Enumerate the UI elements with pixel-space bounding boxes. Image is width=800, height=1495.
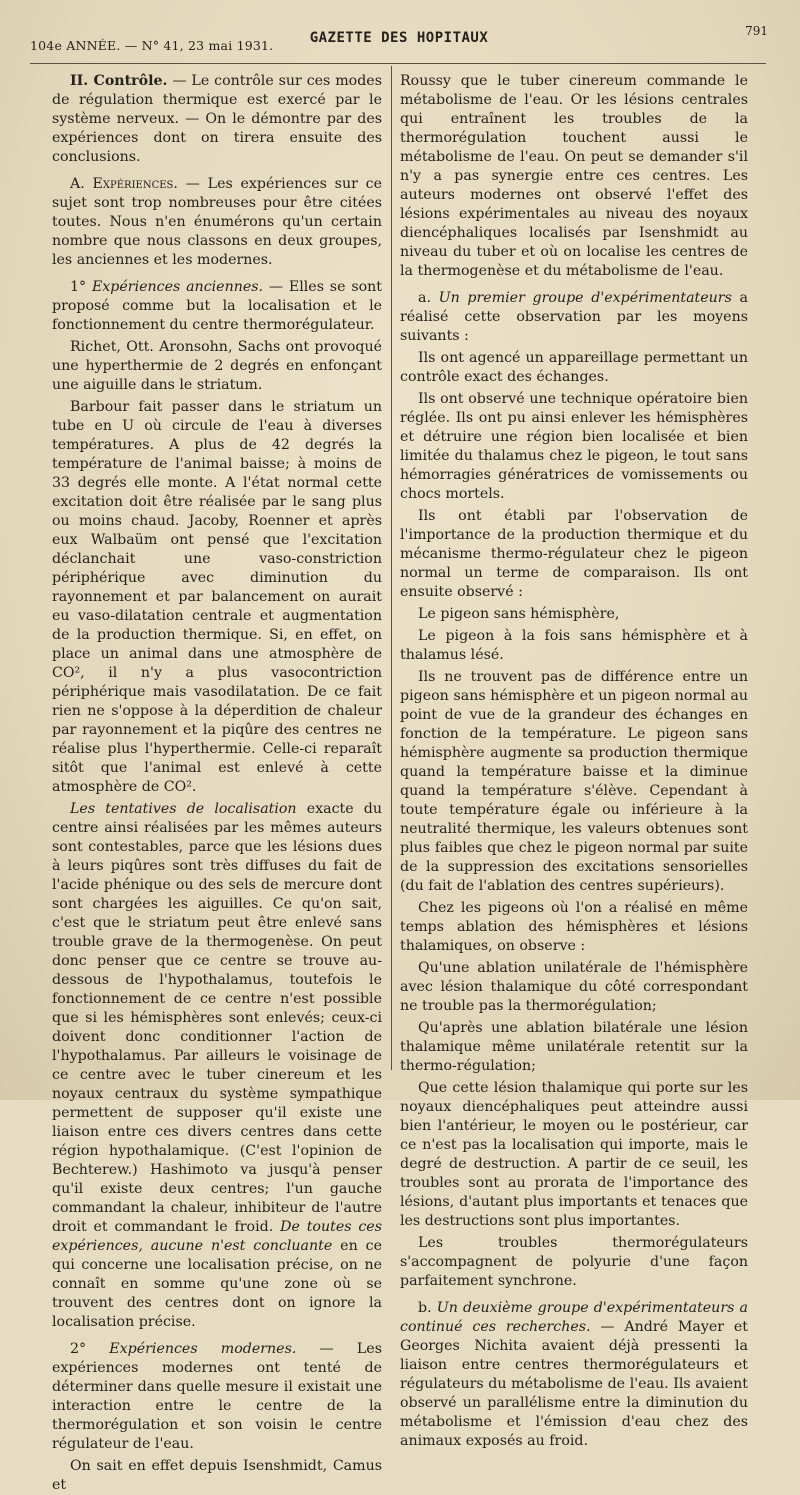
left-column — [52, 72, 382, 1493]
paragraph-roussy: Roussy que le tuber cinereum commande le métabolisme de l'eau. Or les lésions centrales qui entraînent les troubles de la thermorégulation touchent aussi le métabolisme de l'eau. On peut se demander s'il n'y a pas synergie entre ces centres. Les auteurs modernes ont observé l'effet des lésions expérimentales au niveau des noyaux diencéphaliques localisés par Isenshmidt au niveau du tuber et où on localise les centres de la thermogenèse et du métabolisme de l'eau. — [400, 73, 748, 279]
paragraph-text: — Les expériences sur ce sujet sont trop nombreuses pour être citées toutes. Nous n'en énumérons qu'un certain nombre que nous classons en deux groupes, les anciennes et les modernes. — [52, 176, 382, 268]
paragraph-text: en ce qui concerne une localisation précise, on ne connaît en somme qu'une zone où se trouvent des centres dont on ignore la localisation précise. — [52, 1238, 382, 1330]
paragraph-pigeon-thalamus: Le pigeon à la fois sans hémisphère et à thalamus lésé. — [400, 628, 748, 663]
paragraph-anciennes — [52, 278, 382, 335]
list-number: 2° — [70, 1341, 110, 1357]
paragraph-pigeon-sans-hemisphere: Le pigeon sans hémisphère, — [418, 606, 620, 622]
paragraph-isenshmidt: On sait en effet depuis Isenshmidt, Camus et — [52, 1458, 382, 1493]
heading-deuxieme-groupe: Un deuxième groupe d'expérimentateurs a continué ces recherches. — [400, 1300, 748, 1335]
issue-line: 104e ANNÉE. — N° 41, 23 mai 1931. — [30, 38, 274, 53]
right-column — [400, 72, 748, 1449]
emphasis-text: De toutes ces expériences, aucune n'est concluante — [52, 1219, 382, 1254]
paragraph-polyurie: Les troubles thermorégulateurs s'accompagnent de polyurie d'une façon parfaitement synchrone. — [400, 1235, 748, 1289]
paragraph-text: — Le contrôle sur ces modes de régulation thermique est exercé par le système nerveux. — On le démontre par des expériences dont on tirera ensuite des conclusions. — [52, 73, 382, 165]
heading-premier-groupe: Un premier groupe d'expérimentateurs — [438, 290, 732, 306]
paragraph-premier-groupe — [400, 289, 748, 346]
page-number: 791 — [745, 24, 768, 38]
subsection-heading-experiences: A. Expériences. — [70, 176, 178, 192]
paragraph-lesion-thalamique: Que cette lésion thalamique qui porte sur les noyaux diencéphaliques peut atteindre aussi bien l'antérieur, le moyen ou le postérieur, car ce n'est pas la localisation qui importe, mais le degré de destruction. A partir de ce seuil, les troubles sont au prorata de l'importance des lésions, d'autant plus importants et tenaces que les destructions sont plus importantes. — [400, 1080, 748, 1229]
paragraph-richet: Richet, Ott. Aronsohn, Sachs ont provoqué une hyperthermie de 2 degrés en enfonçant une aiguille dans le striatum. — [52, 339, 382, 393]
paragraph-technique: Ils ont observé une technique opératoire bien réglée. Ils ont pu ainsi enlever les hémisphères et détruire une région bien localisée et bien limitée du thalamus chez le pigeon, le tout sans hémorragies génératrices de vomissements ou chocs mortels. — [400, 391, 748, 502]
paragraph-text: — André Mayer et Georges Nichita avaient déjà pressenti la liaison entre centres thermorégulateurs et régulateurs du métabolisme de l'eau. Ils avaient observé un parallélisme entre la diminution du métabolisme et l'émission d'eau chez des animaux exposés au froid. — [400, 1319, 748, 1449]
paragraph-controle — [52, 72, 382, 167]
paragraph-unilaterale: Qu'une ablation unilatérale de l'hémisphère avec lésion thalamique du côté correspondant ne trouble pas la thermorégulation; — [400, 960, 748, 1014]
paragraph-bilaterale: Qu'après une ablation bilatérale une lésion thalamique même unilatérale retentit sur la thermo-régulation; — [400, 1020, 748, 1074]
paragraph-text: exacte du centre ainsi réalisées par les mêmes auteurs sont contestables, parce que les lésions dues à leurs piqûres sont très diffuses du fait de l'acide phénique ou des sels de mercure dont sont chargées les aiguilles. Ce qu'on sait, c'est que le striatum peut être enlevé sans trouble grave de la thermogenèse. On peut donc penser que ce centre se trouve au-dessous de l'hypothalamus, toutefois le fonctionnement de ce centre n'est possible que si les hémisphères sont enlevés; ceux-ci doivent donc conditionner l'action de l'hypothalamus. Par ailleurs le voisinage de ce centre avec le tuber cinereum et les noyaux centraux du système sympathique permettent de supposer qu'il existe une liaison entre ces divers centres dans cette région hypothalamique. (C'est l'opinion de Bechterew.) Hashimoto va jusqu'à penser qu'il existe deux centres; l'un gauche commandant la chaleur, inhibiteur de l'autre droit et commandant le froid. — [52, 801, 382, 1235]
paragraph-text: — Elles se sont proposé comme but la localisation et le fonctionnement du centre thermorégulateur. — [52, 279, 382, 333]
list-number: 1° — [70, 279, 92, 295]
paragraph-tentatives — [52, 800, 382, 1332]
paragraph-text: a réalisé cette observation par les moyens suivants : — [400, 290, 748, 344]
paragraph-difference: Ils ne trouvent pas de différence entre un pigeon sans hémisphère et un pigeon normal au point de vue de la grandeur des échanges en fonction de la température. Le pigeon sans hémisphère augmente sa production thermique quand la température baisse et la diminue quand la température s'élève. Cependant à toute température égale ou inférieure à la neutralité thermique, les valeurs obtenues sont plus faibles que chez le pigeon normal par suite de la suppression des excitations sensorielles (du fait de l'ablation des centres supérieurs). — [400, 669, 748, 894]
column-divider — [391, 66, 392, 1070]
list-letter: a. — [418, 290, 439, 306]
paragraph-text: — Les expériences modernes ont tenté de déterminer dans quelle mesure il existait une interaction entre le centre de la thermorégulation et son voisin le centre régulateur de l'eau. — [52, 1341, 382, 1452]
journal-title: GAZETTE DES HOPITAUX — [309, 30, 489, 46]
section-heading-controle: II. Contrôle. — [70, 73, 168, 89]
paragraph-deuxieme-groupe — [400, 1299, 748, 1451]
paragraph-modernes — [52, 1340, 382, 1454]
paragraph-experiences — [52, 175, 382, 270]
list-letter: b. — [418, 1300, 437, 1316]
heading-experiences-anciennes: Expériences anciennes. — [91, 279, 264, 295]
heading-experiences-modernes: Expériences modernes. — [109, 1341, 297, 1357]
heading-tentatives: Les tentatives de localisation — [70, 801, 297, 817]
paragraph-comparaison: Ils ont établi par l'observation de l'importance de la production thermique et du mécanisme thermo-régulateur chez le pigeon normal un terme de comparaison. Ils ont ensuite observé : — [400, 508, 748, 600]
paragraph-ablation: Chez les pigeons où l'on a réalisé en même temps ablation des hémisphères et lésions thalamiques, on observe : — [400, 900, 748, 954]
paragraph-appareillage: Ils ont agencé un appareillage permettant un contrôle exact des échanges. — [400, 350, 748, 385]
header-rule — [30, 63, 766, 64]
paragraph-barbour: Barbour fait passer dans le striatum un tube en U où circule de l'eau à diverses températures. A plus de 42 degrés la température de l'animal baisse; à moins de 33 degrés elle monte. A l'état normal cette excitation doit être réalisée par le sang plus ou moins chaud. Jacoby, Roenner et après eux Walbaüm ont pensé que l'excitation déclanchait une vaso-constriction périphérique avec diminution du rayonnement et par balancement on aurait eu vaso-dilatation centrale et augmentation de la production thermique. Si, en effet, on place un animal dans une atmosphère de CO², il n'y a plus vasocontriction périphérique mais vasodilatation. De ce fait rien ne s'oppose à la déperdition de chaleur par rayonnement et la piqûre des centres ne réalise plus l'hyperthermie. Celle-ci reparaît sitôt que l'animal est enlevé à cette atmosphère de CO². — [52, 399, 382, 795]
page-header — [30, 24, 768, 60]
